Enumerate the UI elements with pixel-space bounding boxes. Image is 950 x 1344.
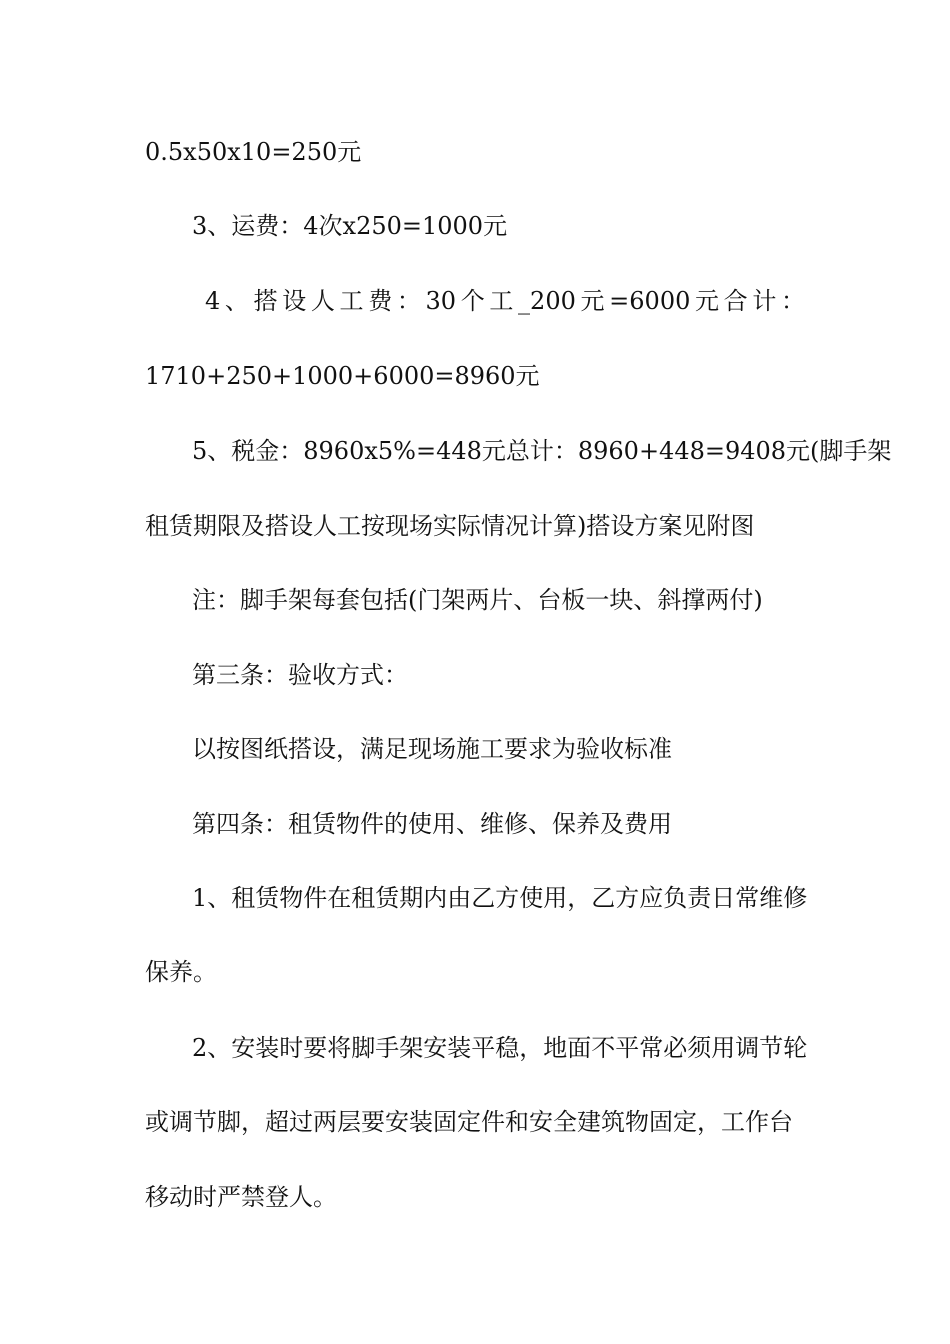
text-line-12: 保养。	[145, 958, 217, 986]
text-line-11: 1、租赁物件在租赁期内由乙方使用，乙方应负责日常维修	[192, 884, 808, 912]
text-line-13: 2、安装时要将脚手架安装平稳，地面不平常必须用调节轮	[192, 1034, 808, 1062]
text-line-5: 5、税金：8960x5%=448元总计：8960+448=9408元(脚手架	[192, 437, 892, 465]
text-line-14: 或调节脚，超过两层要安装固定件和安全建筑物固定，工作台	[145, 1108, 793, 1136]
text-line-6: 租赁期限及搭设人工按现场实际情况计算)搭设方案见附图	[145, 512, 755, 540]
text-line-1: 0.5x50x10=250元	[145, 138, 362, 166]
text-line-10: 第四条：租赁物件的使用、维修、保养及费用	[192, 810, 672, 838]
text-line-8: 第三条：验收方式：	[192, 661, 408, 689]
text-line-7: 注：脚手架每套包括(门架两片、台板一块、斜撑两付)	[192, 586, 763, 614]
text-line-4: 1710+250+1000+6000=8960元	[145, 362, 540, 390]
text-line-9: 以按图纸搭设，满足现场施工要求为验收标准	[192, 735, 672, 763]
text-line-2: 3、运费：4次x250=1000元	[192, 212, 508, 240]
text-line-15: 移动时严禁登人。	[145, 1183, 337, 1211]
text-line-3: 4、搭设人工费：30个工_200元=6000元合计：	[205, 287, 805, 315]
